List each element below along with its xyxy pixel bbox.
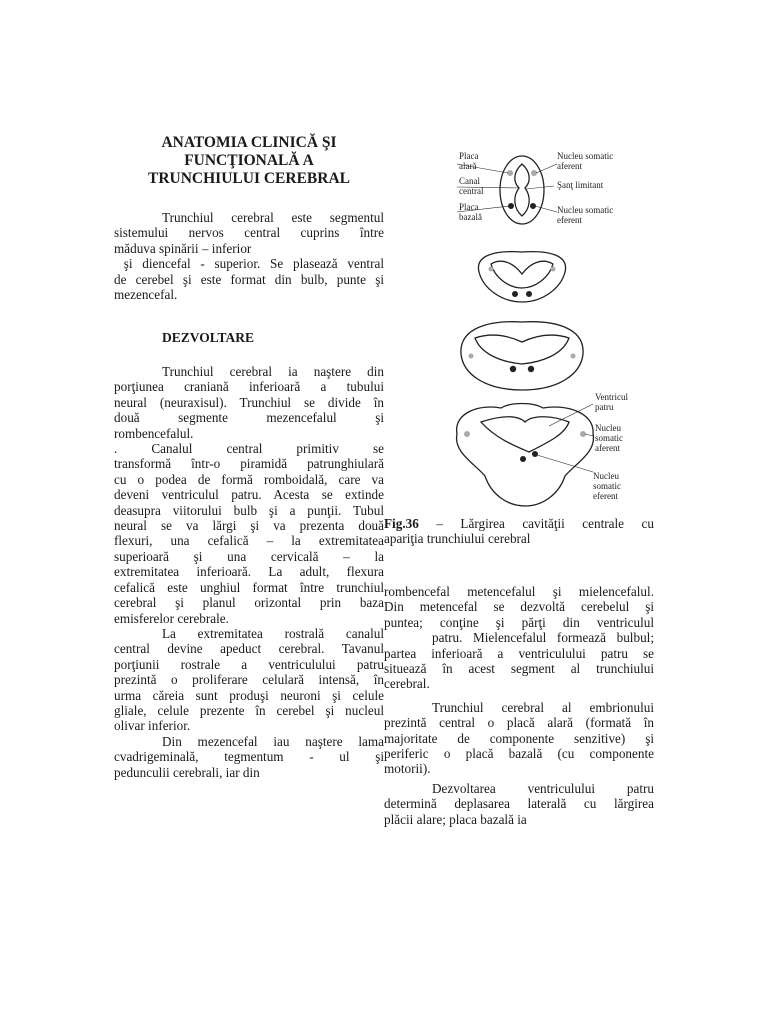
text-line: determină deplasarea laterală cu lărgirea: [384, 796, 654, 812]
text-line: partea inferioară a ventriculului patru se: [384, 645, 654, 661]
text-line: central devine apeduct cerebral. Tavanul: [114, 641, 384, 657]
text-line: neural se va lărgi şi va prezenta două: [114, 518, 384, 534]
page-title: [114, 134, 384, 188]
text-line: Dezvoltarea ventriculului patru: [432, 780, 654, 796]
text-line: mezencefal.: [114, 287, 178, 303]
stage4-labels: [593, 392, 628, 501]
label-nucleu-aferent-2: somatic: [595, 433, 623, 443]
label-placa-bazala: Placa: [459, 202, 479, 212]
text-line: patru. Mielencefalul formează bulbul;: [432, 630, 654, 646]
text-line: superioară şi una cervicală – la: [114, 548, 384, 564]
label-sant-limitant: Şanţ limitant: [557, 180, 604, 190]
text-line: plăcii alare; placa bazală ia: [384, 811, 527, 827]
text-line: prezintă central o placă alară (formată în: [384, 715, 654, 731]
text-line: emisferelor cerebrale.: [114, 610, 229, 626]
text-line: Trunchiul cerebral ia naştere din: [162, 364, 384, 379]
text-line: La extremitatea rostrală canalul: [162, 625, 384, 641]
text-line: cerebral.: [384, 676, 430, 692]
label-ventricul-patru: Ventricul: [595, 392, 628, 402]
label-nucleu-aferent: aferent: [557, 161, 582, 171]
brainstem-figure: [409, 142, 655, 514]
stage-two: [478, 252, 565, 302]
text-line: porţiunii rostrale a ventriculului patru: [114, 656, 384, 672]
text-line: motorii).: [384, 761, 431, 777]
left-body-text: [114, 364, 384, 780]
text-line: neural (neuraxisul). Trunchiul se divide în: [114, 394, 384, 410]
label-nucleu-eferent-2: somatic: [593, 481, 621, 491]
text-line: rombencefalul.: [114, 425, 194, 441]
label-nucleu-aferent-2: aferent: [595, 443, 620, 453]
text-line: cvadrigeminală, tegmentum - ul şi: [114, 749, 384, 765]
intro-paragraph: [114, 210, 384, 302]
stage-four: [457, 404, 594, 507]
text-line: pedunculii cerebrali, iar din: [114, 764, 260, 780]
label-canal-central: Canal: [459, 176, 480, 186]
label-nucleu-aferent-2: Nucleu: [595, 423, 621, 433]
label-ventricul-patru: patru: [595, 402, 614, 412]
caption-text: – Lărgirea cavităţii centrale cu: [418, 516, 654, 531]
text-line: măduva spinării – inferior: [114, 240, 252, 256]
stage-three: [461, 322, 583, 390]
text-line: puntea; conţine şi părţi din ventriculul: [384, 614, 654, 630]
figure-caption: [384, 516, 654, 547]
text-line: flexuri, una cefalică – la extremitatea: [114, 533, 384, 549]
text-line: cu o podea de formă romboidală, care va: [114, 471, 384, 487]
title-line: ANATOMIA CLINICĂ ŞI: [161, 134, 337, 151]
label-placa-alara: Placa: [459, 151, 479, 161]
caption-text: apariţia trunchiului cerebral: [384, 531, 531, 547]
text-line: cerebral şi planul orizontal prin baza: [114, 595, 384, 611]
text-line: Din mezencefal iau naştere lama: [162, 733, 384, 749]
title-line: FUNCŢIONALĂ A: [184, 152, 314, 169]
label-nucleu-eferent-2: Nucleu: [593, 471, 619, 481]
label-nucleu-aferent: Nucleu somatic: [557, 151, 614, 161]
text-line: majoritate de componente senzitive) şi: [384, 730, 654, 746]
text-line: periferic o placă bazală (cu componente: [384, 746, 654, 762]
text-line: . Canalul central primitiv se: [114, 441, 384, 457]
text-line: gliale, celule prezente în cerebel şi nucleul: [114, 702, 384, 718]
label-nucleu-eferent: eferent: [557, 215, 582, 225]
text-line: Trunchiul cerebral este segmentul: [162, 210, 384, 225]
text-line: rombencefal metencefalul şi mielencefalul.: [384, 584, 654, 599]
label-canal-central: central: [459, 186, 484, 196]
text-line: de cerebel şi este format din bulb, punte şi: [114, 271, 384, 287]
text-line: extremitatea inferioară. La adult, flexura: [114, 564, 384, 580]
label-nucleu-eferent-2: eferent: [593, 491, 618, 501]
section-heading: DEZVOLTARE: [162, 330, 255, 345]
label-placa-bazala: bazală: [459, 212, 482, 222]
text-line: Trunchiul cerebral al embrionului: [432, 699, 654, 715]
label-placa-alara: alară: [459, 161, 477, 171]
text-line: deasupra viitorului bulb şi a punţii. Tubul: [114, 502, 384, 518]
figure-diagram: [409, 142, 655, 514]
text-line: şi diencefal - superior. Se plasează ventral: [114, 256, 384, 272]
text-line: porţiunea craniană inferioară a tubului: [114, 379, 384, 395]
label-nucleu-eferent: Nucleu somatic: [557, 205, 614, 215]
text-line: cefalică este unghiul format între trunchiul: [114, 579, 384, 595]
text-line: prezintă o proliferare celulară intensă, în: [114, 672, 384, 688]
text-line: două segmente mezencefalul şi: [114, 410, 384, 426]
text-line: transformă într-o piramidă patrunghiulară: [114, 456, 384, 472]
text-line: situează în acest segment al trunchiului: [384, 661, 654, 677]
title-line: TRUNCHIULUI CEREBRAL: [148, 170, 350, 187]
text-line: sistemului nervos central cuprins între: [114, 225, 384, 241]
text-line: Din metencefal se dezvoltă cerebelul şi: [384, 599, 654, 615]
right-body-text: [384, 584, 654, 827]
text-line: olivar inferior.: [114, 718, 191, 734]
text-line: urma căreia sunt produşi neuroni şi celule: [114, 687, 384, 703]
figure-number: Fig.36: [384, 516, 419, 531]
text-line: deveni ventriculul patru. Acesta se extinde: [114, 487, 384, 503]
